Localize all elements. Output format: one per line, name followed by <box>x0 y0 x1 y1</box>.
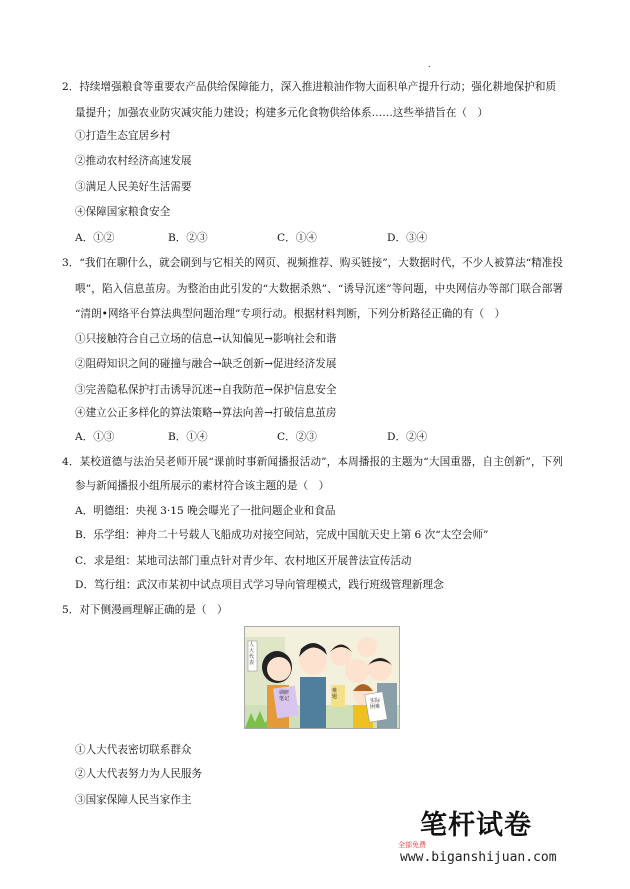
q2-item-1: ①打造生态宜居乡村 <box>75 130 171 142</box>
cartoon-label-problem: 难题 <box>332 688 338 700</box>
cartoon-image <box>244 626 400 729</box>
q4-option-d[interactable]: D．笃行组：武汉市某初中试点项目式学习导向管理模式，践行班级管理新理念 <box>75 579 444 591</box>
cartoon-illustration <box>245 627 399 728</box>
q2-option-b[interactable]: B．②③ <box>168 232 208 244</box>
q3-stem-line2: 喂”，陷入信息茧房。为整治由此引发的“大数据杀熟”、“诱导沉迷”等问题，中央网信办等部门联合部署 <box>75 283 563 295</box>
header-mark: . <box>428 60 431 69</box>
q3-item-4: ④建立公正多样化的算法策略→算法向善→打破信息茧房 <box>75 407 337 419</box>
q2-option-a[interactable]: A．①② <box>75 232 115 244</box>
q2-stem-line2: 量提升；加强农业防灾减灾能力建设；构建多元化食物供给体系……这些举措旨在（ ） <box>75 107 489 119</box>
q3-item-2: ②阻碍知识之间的碰撞与融合→缺乏创新→促进经济发展 <box>75 358 337 370</box>
q4-option-c[interactable]: C．求是组：某地司法部门重点针对青少年、农村地区开展普法宣传活动 <box>75 555 412 567</box>
q5-item-1: ①人大代表密切联系群众 <box>75 744 192 756</box>
q2-option-d[interactable]: D．③④ <box>387 232 428 244</box>
q4-option-a[interactable]: A．明德组：央视 3·15 晚会曝光了一批问题企业和食品 <box>75 505 336 517</box>
q3-option-c[interactable]: C．②③ <box>277 431 317 443</box>
q2-item-3: ③满足人民美好生活需要 <box>75 181 192 193</box>
watermark-title: 笔杆试卷 <box>420 810 532 841</box>
q3-item-1: ①只接触符合自己立场的信息→认知偏见→影响社会和谐 <box>75 333 337 345</box>
q4-stem-line2: 参与新闻播报小组所展示的素材符合该主题的是（ ） <box>75 480 330 492</box>
cartoon-label-notes: 调研笔记 <box>279 690 290 702</box>
q2-item-4: ④保障国家粮食安全 <box>75 206 171 218</box>
watermark-url: www.biganshijuan.com <box>400 850 557 865</box>
cartoon-label-difficulty: 实际困难 <box>370 698 381 710</box>
cartoon-label-banner: 人大代表 <box>249 642 255 666</box>
watermark-logo <box>398 812 558 868</box>
q5-item-2: ②人大代表努力为人民服务 <box>75 768 203 780</box>
q3-stem-line1: 3．“我们在聊什么，就会刷到与它相关的网页、视频推荐、购买链接”，大数据时代，不少人被算法“精准投 <box>62 257 563 269</box>
watermark-tag: 全部免费 <box>398 841 426 849</box>
q4-option-b[interactable]: B．乐学组：神舟二十号载人飞船成功对接空间站，完成中国航天史上第 6 次“太空会师” <box>75 529 489 541</box>
q2-item-2: ②推动农村经济高速发展 <box>75 155 192 167</box>
q4-stem-line1: 4．某校道德与法治吴老师开展“课前时事新闻播报活动”，本周播报的主题为“大国重器，自主创新”，下列 <box>62 456 563 468</box>
q3-option-a[interactable]: A．①③ <box>75 431 115 443</box>
q3-stem-line3: “清朗•网络平台算法典型问题治理”专项行动。根据材料判断，下列分析路径正确的有（ ） <box>75 308 506 320</box>
q5-stem: 5．对下侧漫画理解正确的是（ ） <box>62 604 228 616</box>
q3-option-b[interactable]: B．①④ <box>168 431 208 443</box>
q5-item-3: ③国家保障人民当家作主 <box>75 794 192 806</box>
q3-option-d[interactable]: D．②④ <box>387 431 428 443</box>
q2-stem-line1: 2．持续增强粮食等重要农产品供给保障能力，深入推进粮油作物大面积单产提升行动；强化耕地保护和质 <box>62 81 557 93</box>
q2-option-c[interactable]: C．①④ <box>277 232 317 244</box>
q3-item-3: ③完善隐私保护打击诱导沉迷→自我防范→保护信息安全 <box>75 384 337 396</box>
